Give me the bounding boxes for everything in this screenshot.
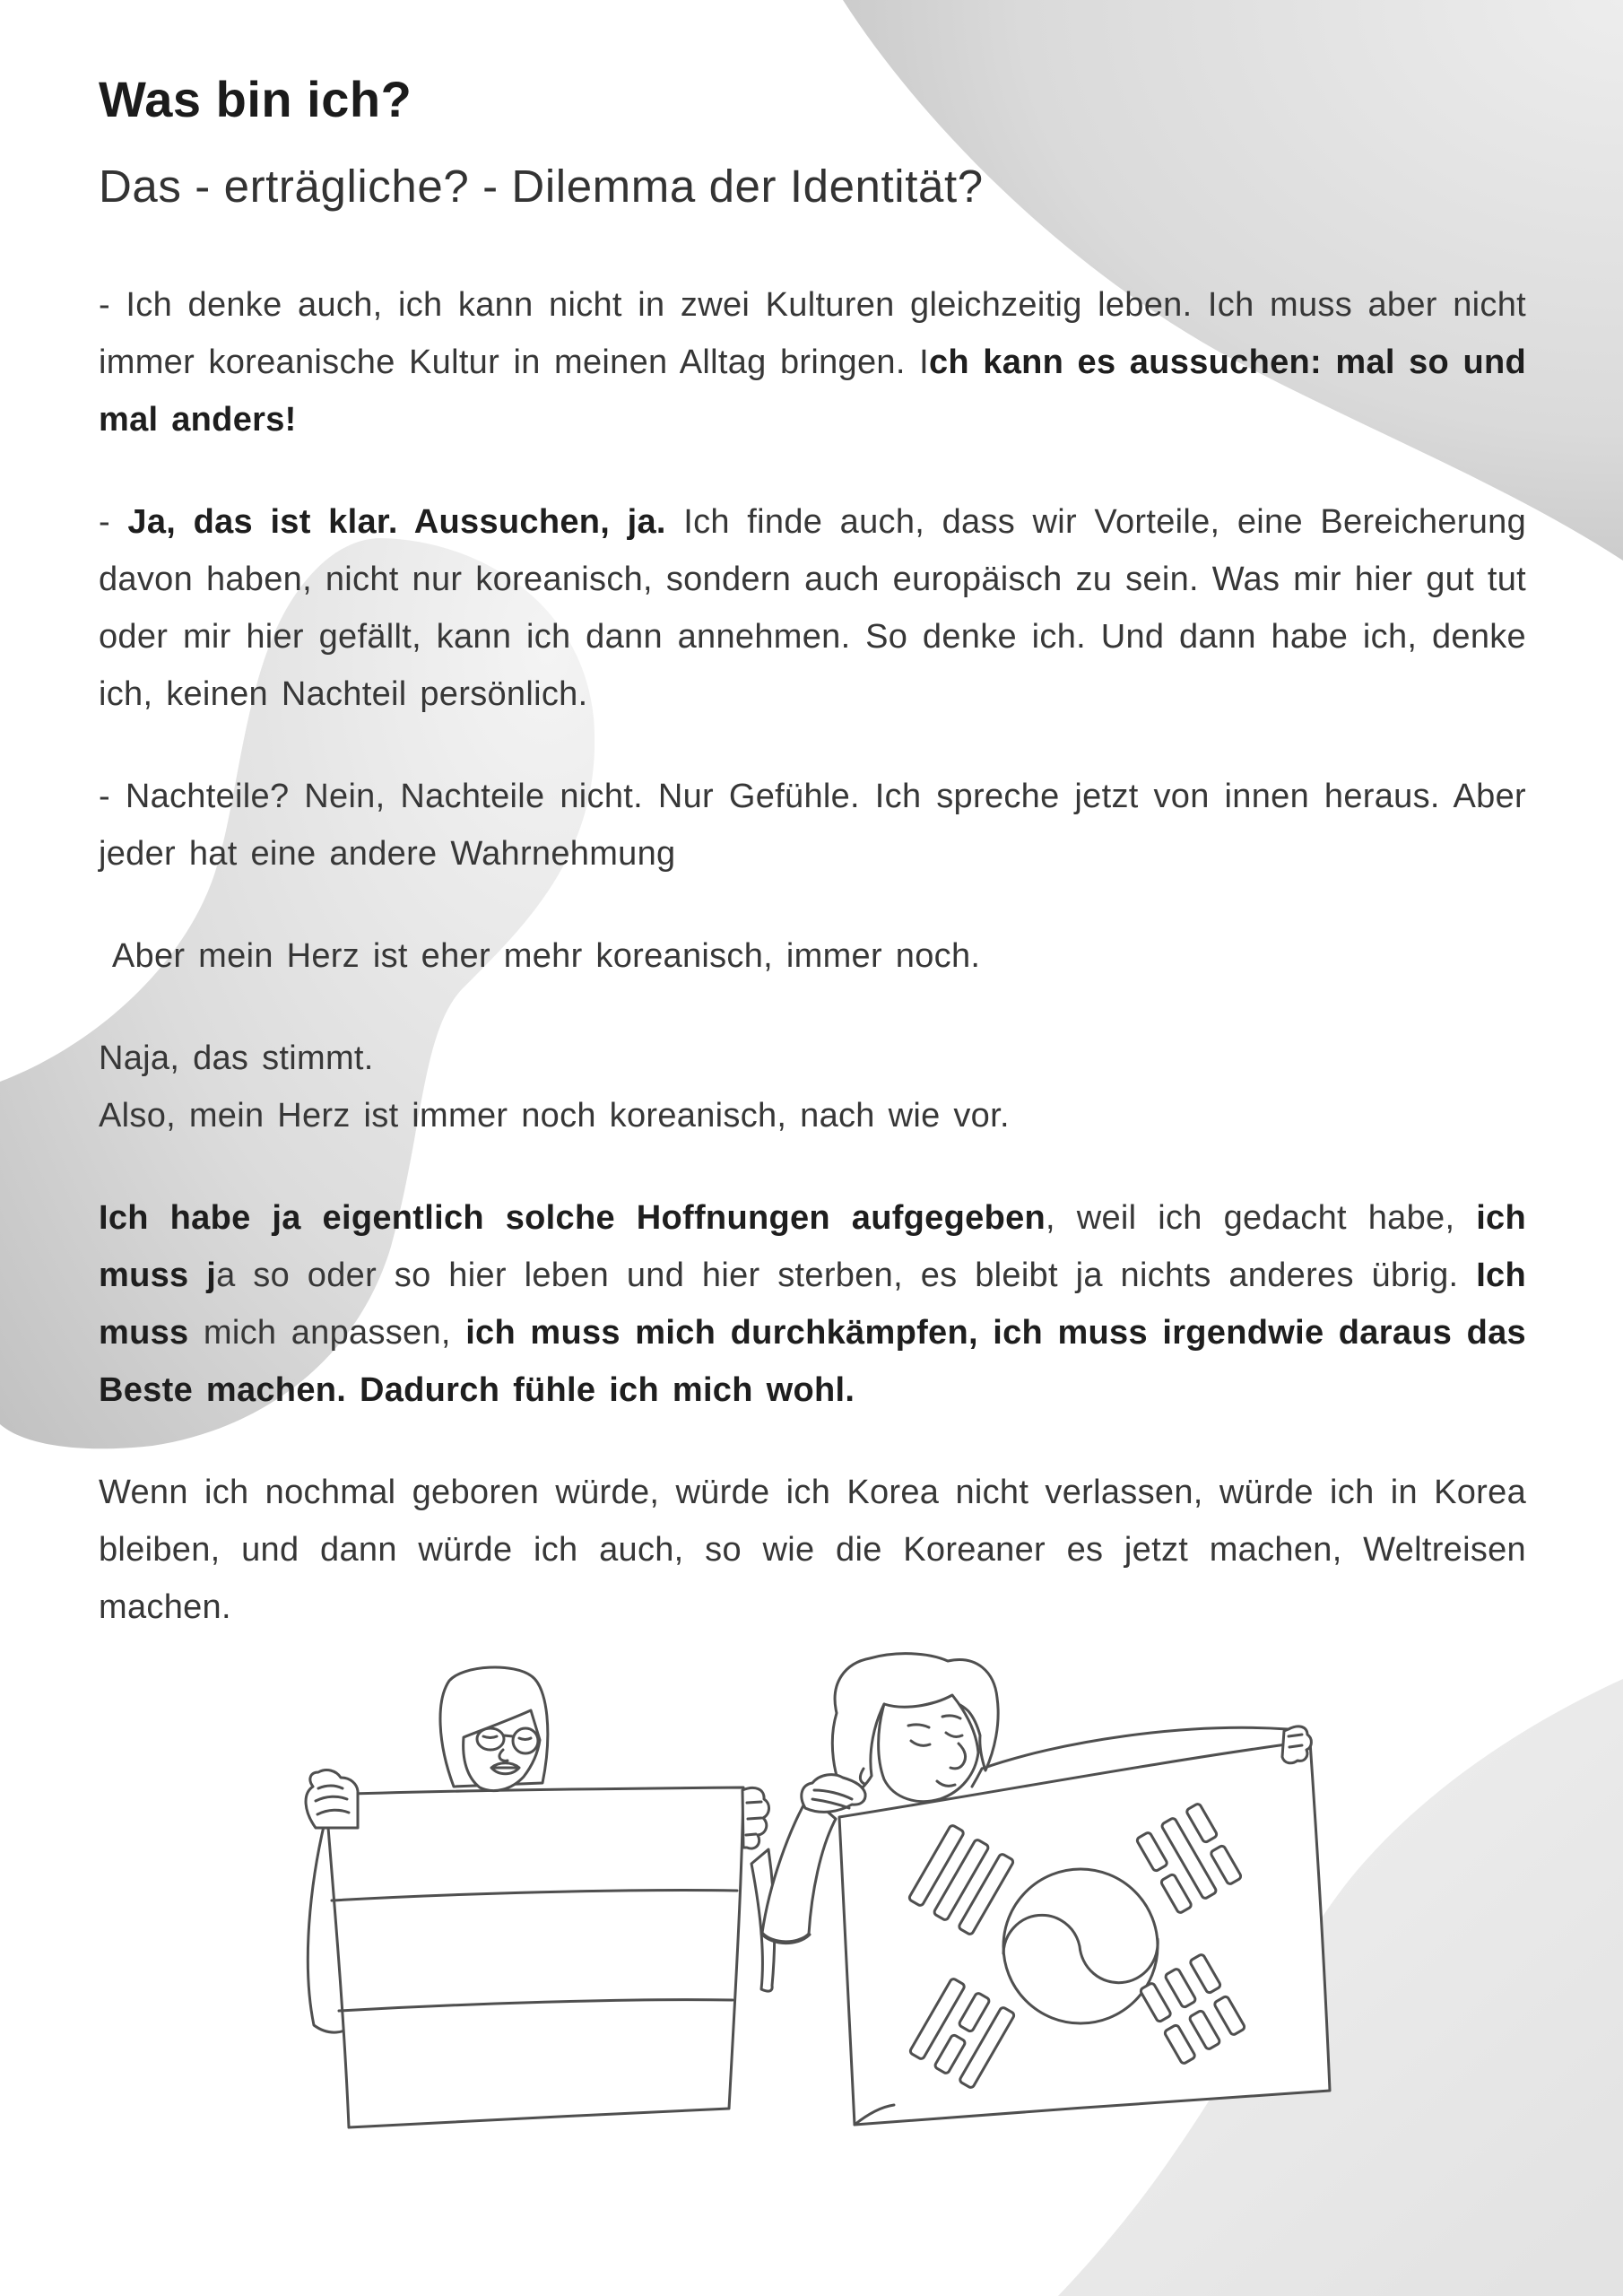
text-content bbox=[99, 71, 1540, 1681]
page-subtitle: Das - erträgliche? - Dilemma der Identität? bbox=[99, 161, 984, 212]
paragraph-7 bbox=[99, 1464, 1540, 1636]
taegeuk-symbol bbox=[1003, 1869, 1158, 2023]
text-run: Wenn ich nochmal geboren würde, würde ich Korea nicht verlassen, würde ich in Korea bleiben, und dann würde ich auch, so wie die Koreaner es jetzt machen, Weltreisen machen. bbox=[99, 1474, 1540, 1626]
text-run: - Ich denke auch, ich kann nicht in zwei Kulturen gleichzeitig leben. Ich muss aber nicht immer koreanische Kultur in meinen Alltag bringen. I bbox=[99, 286, 1540, 381]
left-figure-left-hand bbox=[306, 1770, 358, 1828]
bold-text-run: Ich habe ja eigentlich solche Hoffnungen aufgegeben bbox=[99, 1199, 1046, 1237]
paragraph-4 bbox=[99, 927, 1526, 985]
person-with-striped-flag bbox=[306, 1667, 775, 2127]
text-run: Naja, das stimmt. bbox=[99, 1039, 374, 1077]
bold-text-run: Ja, das ist klar. Aussuchen, ja. bbox=[127, 503, 666, 541]
right-figure-left-arm bbox=[762, 1796, 836, 1942]
paragraph-3 bbox=[99, 768, 1540, 883]
text-run: Ich finde auch, dass wir Vorteile, eine Bereicherung davon haben, nicht nur koreanisch, sondern auch europäisch zu sein. Was mir hier gut tut oder mir hier gefällt, kann ich dann annehmen. So denke ich. Und dann habe ich, denke ich, keinen Nachteil persönlich. bbox=[99, 503, 1540, 713]
text-run: mich anpassen, bbox=[188, 1314, 466, 1352]
paragraph-1 bbox=[99, 276, 1540, 448]
bold-text-run: Ich muss bbox=[99, 1257, 1540, 1352]
body-text bbox=[99, 276, 1540, 1636]
person-with-korean-flag bbox=[761, 1654, 1330, 2125]
text-run: , weil ich gedacht habe, bbox=[1046, 1199, 1477, 1237]
page-title: Was bin ich? bbox=[99, 71, 412, 127]
bold-text-run: ich muss j bbox=[99, 1199, 1540, 1294]
paragraph-2 bbox=[99, 493, 1540, 723]
bold-text-run: ch kann es aussuchen: mal so und mal anders! bbox=[99, 344, 1540, 439]
bold-text-run: ich muss mich durchkämpfen, ich muss irgendwie daraus das Beste machen. Dadurch fühle ich mich wohl. bbox=[99, 1314, 1540, 1409]
text-run: Aber mein Herz ist eher mehr koreanisch, immer noch. bbox=[99, 937, 981, 975]
flags-illustration bbox=[306, 1654, 1330, 2127]
striped-flag bbox=[325, 1787, 743, 2127]
text-run: - bbox=[99, 503, 128, 541]
paragraph-5 bbox=[99, 1030, 1526, 1144]
text-run: - Nachteile? Nein, Nachteile nicht. Nur Gefühle. Ich spreche jetzt von innen heraus. Aber jeder hat eine andere Wahrnehmung bbox=[99, 778, 1540, 873]
text-run: Also, mein Herz ist immer noch koreanisch, nach wie vor. bbox=[99, 1097, 1010, 1135]
paragraph-6 bbox=[99, 1189, 1540, 1419]
text-run: a so oder so hier leben und hier sterben, es bleibt ja nichts anderes übrig. bbox=[216, 1257, 1477, 1294]
